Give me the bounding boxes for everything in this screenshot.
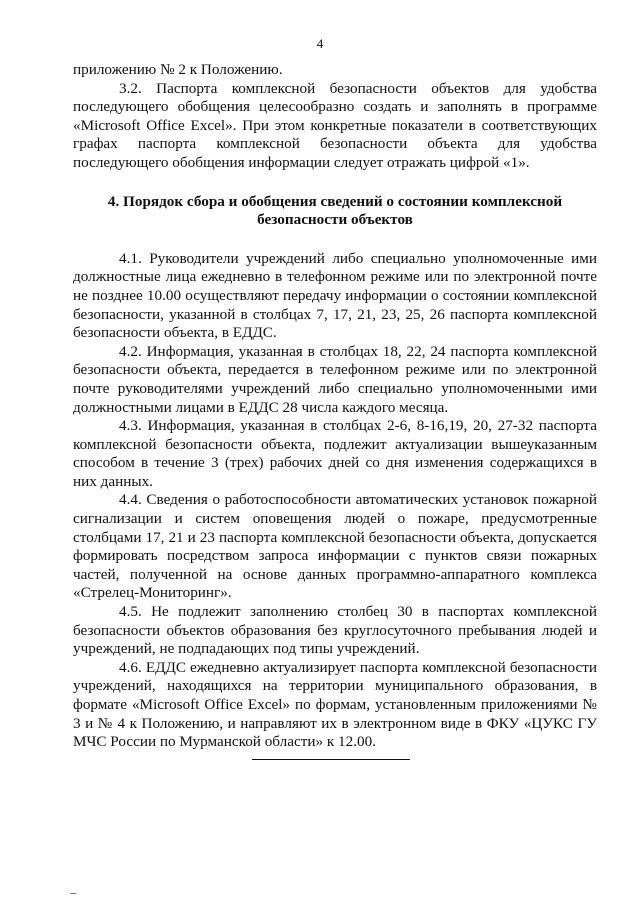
paragraph-4-3: 4.3. Информация, указанная в столбцах 2-6, 8-16,19, 20, 27-32 паспорта комплексной безопасности объекта, подлежит актуализации вышеуказанным способом в течение 3 (трех) рабочих дней со дня изменения содержащихся в них данных.	[73, 417, 597, 490]
paragraph-4-5: 4.5. Не подлежит заполнению столбец 30 в паспортах комплексной безопасности объектов образования без круглосуточного пребывания людей и учреждений, не подпадающих под типы учреждений.	[73, 603, 597, 658]
paragraph-4-4: 4.4. Сведения о работоспособности автоматических установок пожарной сигнализации и систем оповещения людей о пожаре, предусмотренные столбцами 17, 21 и 23 паспорта комплексной безопасности объекта, допускается формировать посредством запроса информации с пунктов связи пожарных частей, полученной на основе данных программно-аппаратного комплекса «Стрелец-Мониторинг».	[73, 491, 597, 602]
paragraph-4-2: 4.2. Информация, указанная в столбцах 18, 22, 24 паспорта комплексной безопасности объекта, передается в телефонном режиме или по электронной почте руководителями учреждений либо специально уполномоченными ими должностными лицами в ЕДДС 28 числа каждого месяца.	[73, 342, 597, 416]
scan-mark	[70, 893, 76, 894]
page-number: 4	[316, 36, 324, 51]
paragraph-3-2: 3.2. Паспорта комплексной безопасности объектов для удобства последующего обобщения целесообразно создать и заполнять в программе «Microsoft Office Excel». При этом конкретные показатели в соответствующих графах паспорта комплексной безопасности объекта для удобства последующего обобщения информации следует отражать цифрой «1».	[73, 79, 597, 171]
paragraph-4-1: 4.1. Руководители учреждений либо специально уполномоченные ими должностные лица ежедневно в телефонном режиме или по электронной почте не позднее 10.00 осуществляют передачу информации о состоянии комплексной безопасности, указанной в столбцах 7, 17, 21, 23, 25, 26 паспорта комплексной безопасности объекта, в ЕДДС.	[73, 249, 597, 342]
paragraph-4-6: 4.6. ЕДДС ежедневно актуализирует паспорта комплексной безопасности учреждений, находящихся на территории муниципального образования, в формате «Microsoft Office Excel» по формам, установленным приложениями № 3 и № 4 к Положению, и направляют их в электронном виде в ФКУ «ЦУКС ГУ МЧС России по Мурманской области» к 12.00.	[73, 658, 597, 751]
section-heading: 4. Порядок сбора и обобщения сведений о состоянии комплексной безопасности объектов	[107, 192, 563, 229]
paragraph-continuation: приложению № 2 к Положению.	[73, 61, 283, 78]
end-divider	[252, 759, 410, 760]
document-body	[73, 61, 597, 752]
